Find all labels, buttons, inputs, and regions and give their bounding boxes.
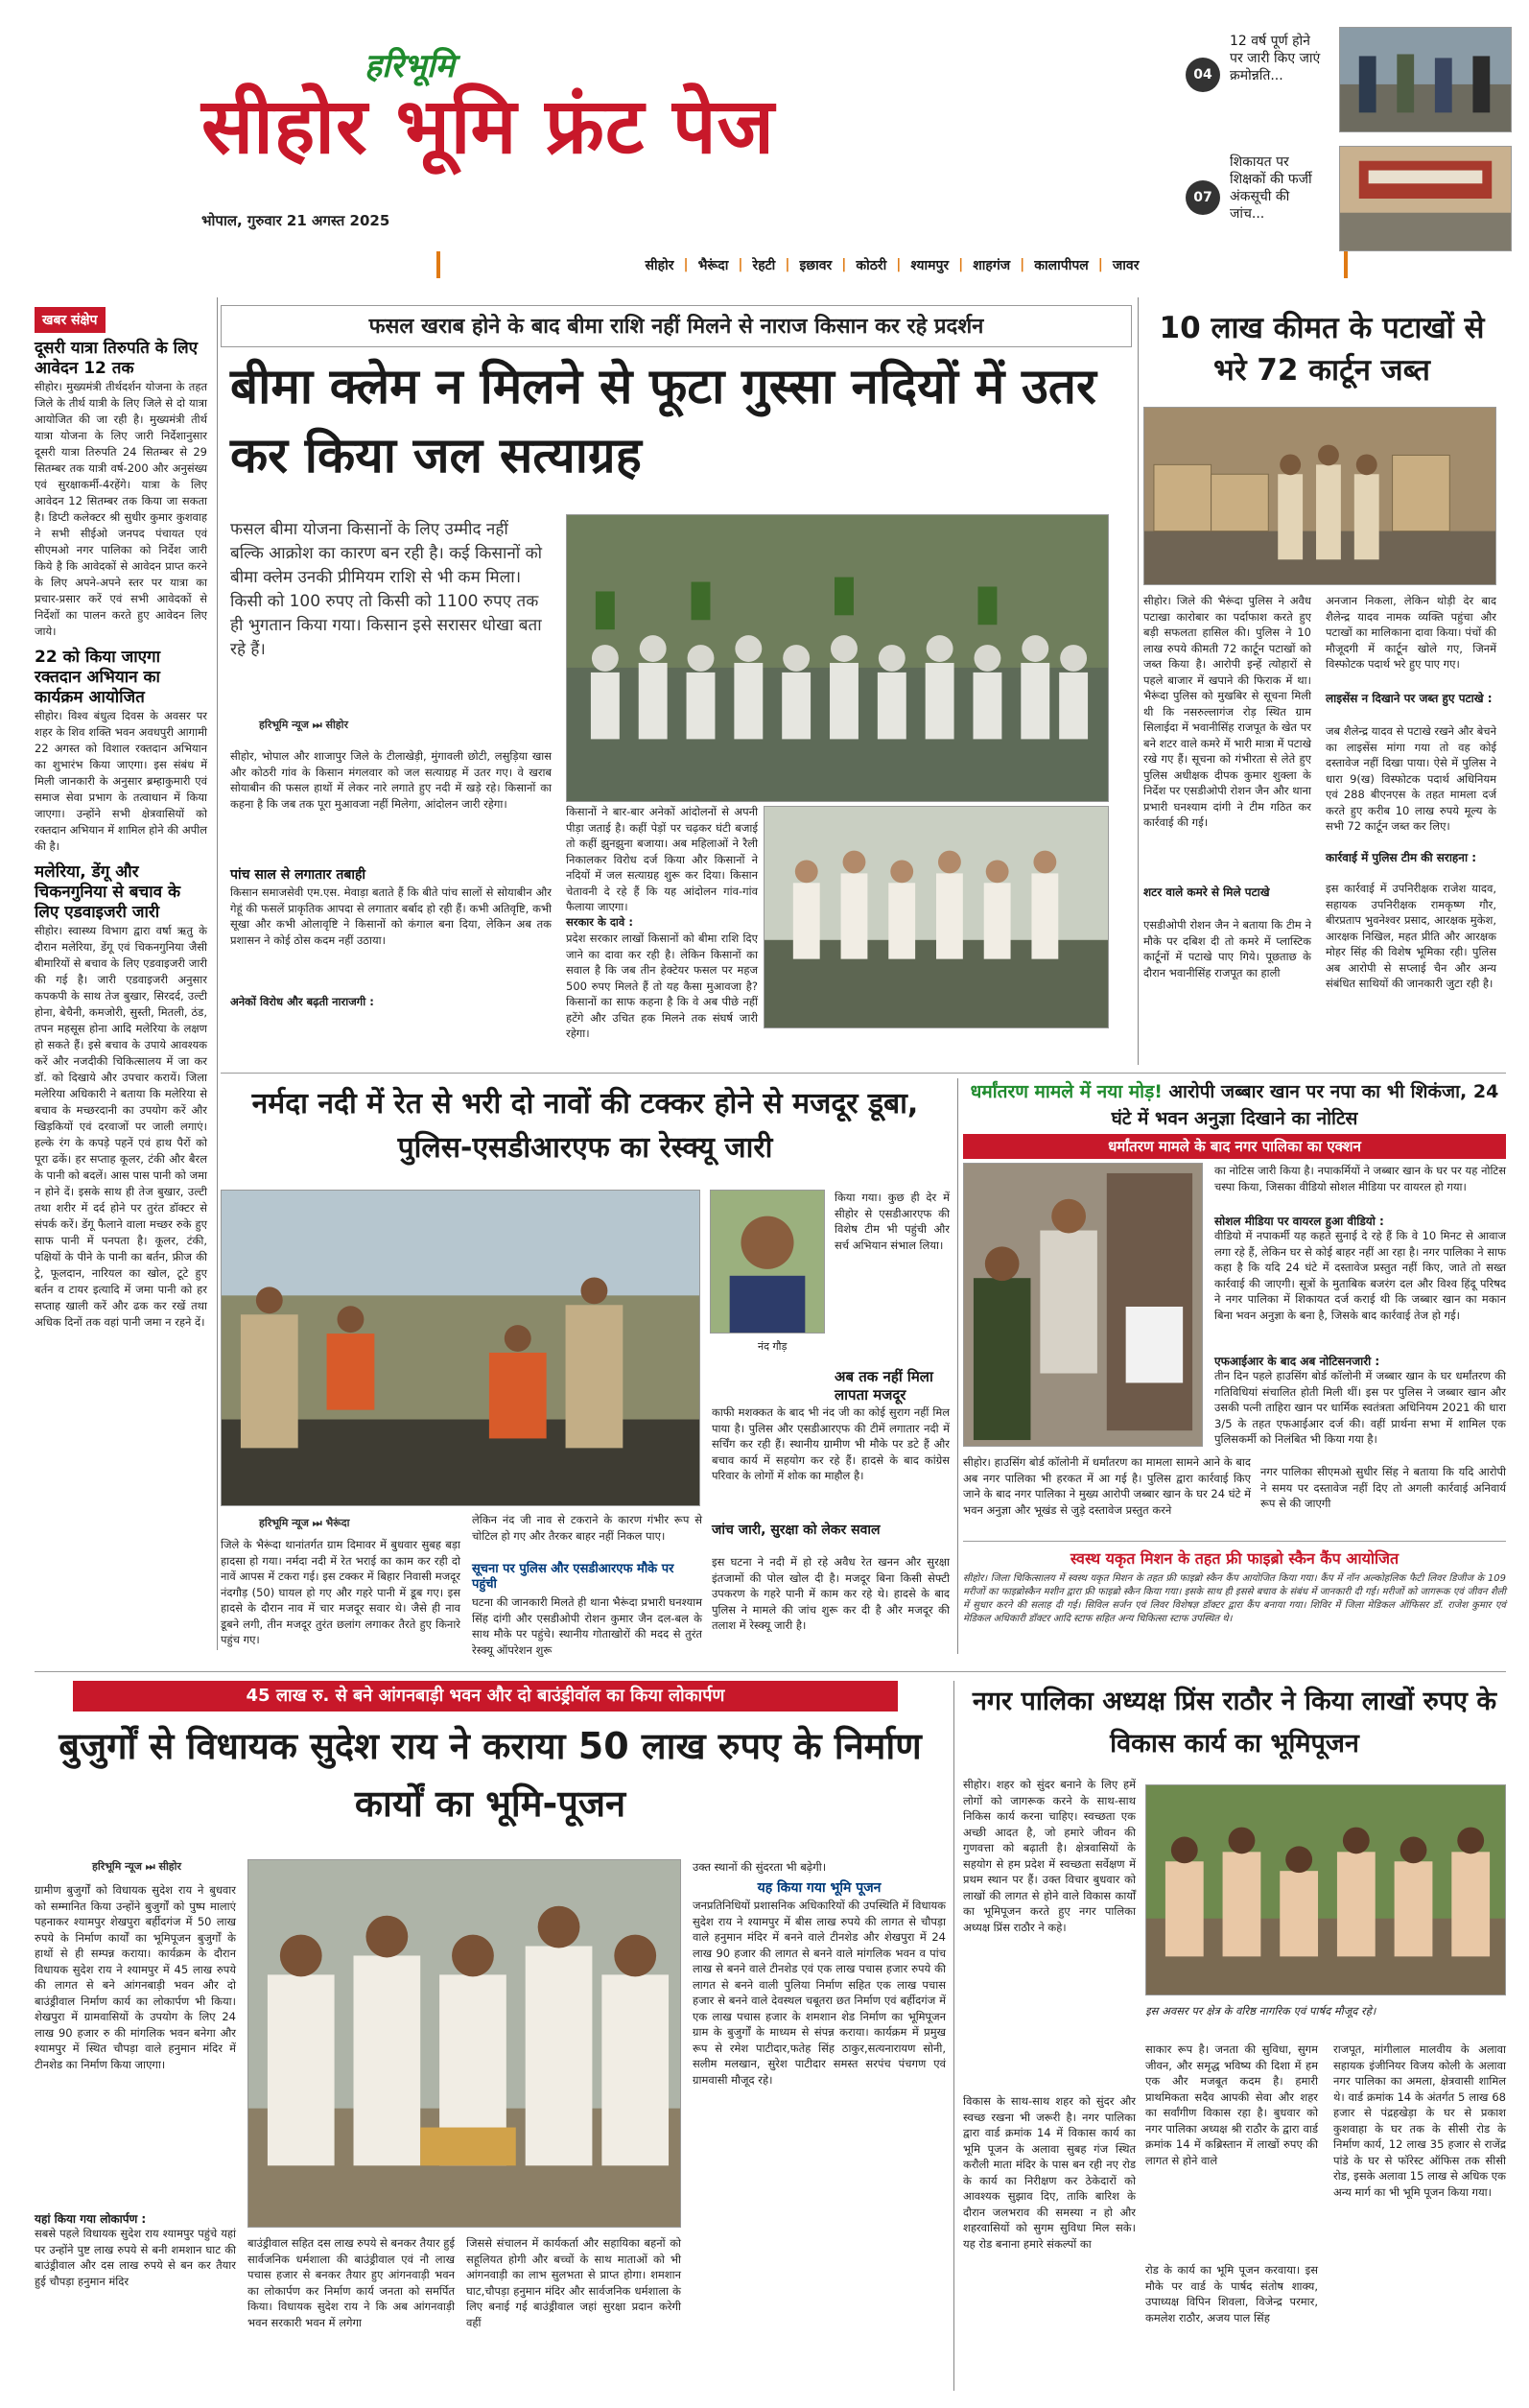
dateline: भोपाल, गुरुवार 21 अगस्त 2025 [201, 212, 390, 229]
conversion-body: तीन दिन पहले हाउसिंग बोर्ड कॉलोनी में जब्बार खान के घर धर्मांतरण की गतिविधियां संचालित होती मिली थीं। इस पर पुलिस ने जब्बार खान और उसकी पत्नी ताहिरा खान पर धार्मिक स्वतंत्रता अधिनियम 2021 की धारा 3/5 के तहत एफआईआर दर्ज की। वहीं प्रार्थना सभा में शामिल एक पुलिसकर्मी को निलंबित भी किया गया है। [1214, 1369, 1506, 1446]
teaser-photo [1339, 146, 1512, 251]
lead-photo-2 [764, 806, 1109, 1028]
anganwadi-story [35, 1681, 946, 2391]
teaser[interactable] [1186, 27, 1512, 137]
lead-subhead: सरकार के दावे : [566, 915, 633, 929]
boat-story [221, 1082, 950, 1658]
anganwadi-body: ग्रामीण बुजुर्गों को विधायक सुदेश राय ने बुधवार को सम्मानित किया उन्होंने बुजुर्गों को पुष्प मालाएं पहनाकर श्यामपुर शेखपुरा बर्हीदगंज में 50 लाख रुपये के निर्माण कार्यों का भूमिपूजन बुजुर्गों के हाथों से ही सम्पन्न कराया। कार्यक्रम के दौरान विधायक सुदेश राय ने श्यामपुर में 45 लाख रुपये की लागत से बने आंगनबाड़ी भवन और दो बाउंड्रीवाल निर्माण कार्य का लोकार्पण भी किया। शेखपुरा में ग्रामवासियों के उपयोग के लिए 24 लाख 90 हजार रु की मांगलिक भवन बनेगा और श्यामपुर में स्थित चौपड़ा वाले हनुमान मंदिर में टीनशेड का निर्माण किया जाएगा। [35, 1883, 236, 2071]
nav-item[interactable]: श्यामपुर [910, 257, 950, 273]
boat-body: लेकिन नंद जी नाव से टकराने के कारण गंभीर रूप से चोटिल हो गए और तैरकर बाहर नहीं निकल पाए। [472, 1513, 702, 1543]
masthead [0, 0, 1529, 273]
nagar-body: इस अवसर पर क्षेत्र के वरिष्ठ नागरिक एवं पार्षद मौजूद रहे। [1145, 2004, 1376, 2018]
conversion-body: सीहोर। हाउसिंग बोर्ड कॉलोनी में धर्मांतरण का मामला सामने आने के बाद अब नगर पालिका भी हरकत में आ गई है। पुलिस द्वारा कार्रवाई किए जाने के बाद नगर पालिका ने मुख्य आरोपी जब्बार खान के घर 24 घंटे में भवन अनुज्ञा और भूखंड से जुड़े दस्तावेज प्रस्तुत करने [963, 1455, 1251, 1517]
crackers-subhead: लाइसेंस न दिखाने पर जब्त हुए पटाखे : [1326, 692, 1493, 705]
lead-body: किसानों ने बार-बार अनेकों आंदोलनों से अपनी पीड़ा जताई है। कहीं पेड़ों पर चढ़कर घंटी बजाई तो कहीं झुनझुना बजाया। अब महिलाओं ने रैली निकालकर विरोध दर्ज किया और किसानों ने नदियों में जल सत्याग्रह शुरू कर दिया। किसान चेतावनी दे रहे हैं कि यह आंदोलन गांव-गांव फैलाया जाएगा। [566, 805, 758, 913]
boat-body: घटना की जानकारी मिलते ही थाना भैरूंदा प्रभारी घनश्याम सिंह दांगी और एसडीओपी रोशन कुमार जैन दल-बल के साथ मौके पर पहुंचे। स्थानीय गोताखोरों की मदद से तुरंत रेस्क्यू ऑपरेशन शुरू [472, 1595, 702, 1657]
crackers-body: इस कार्रवाई में उपनिरीक्षक राजेश यादव, सहायक उपनिरीक्षक रामकृष्ण गौर, बीरप्रताप भुवनेश्वर प्रसाद, आरक्षक मुकेश, आरक्षक निखिल, महत प्रीति और आरक्षक मोहर सिंह की विशेष भूमिका रही। पुलिस अब आरोपी से सप्लाई चैन और अन्य संबंधित साथियों की जानकारी जुटा रही है। [1326, 882, 1496, 990]
teaser-photo [1339, 27, 1512, 132]
anganwadi-body: उक्त स्थानों की सुंदरता भी बढ़ेगी। [693, 1860, 827, 1874]
brief-title: दूसरी यात्रा तिरुपति के लिए आवेदन 12 तक [35, 339, 198, 378]
nav-item[interactable]: भैरूंदा [697, 257, 729, 273]
conversion-story [963, 1078, 1506, 1673]
crackers-body: एसडीओपी रोशन जैन ने बताया कि टीम ने मौके पर दबिश दी तो कमरे में प्लास्टिक कार्टूनों में पटाखे पाए गिये। पूछताछ के दौरान भवानीसिंह राजपूत का हाली [1143, 918, 1311, 980]
nagar-body: सीहोर। शहर को सुंदर बनाने के लिए हमें लोगों को जागरूक करने के साथ-साथ निकिस कार्य करना चाहिए। स्वच्छता एक अच्छी आदत है, जो हमारे जीवन की गुणवत्ता को बढ़ाती है। क्षेत्रवासियों के सहयोग से हम प्रदेश में स्वच्छता सर्वेक्षण में प्रथम स्थान पर हैं। उक्त विचार बुधवार को लाखों की लागत से होने वाले विकास कार्यों का भूमिपूजन करते हुए नगर पालिका अध्यक्ष प्रिंस राठौर ने कहे। [963, 1778, 1136, 1934]
boat-byline: हरिभूमि न्यूज ⏭ भैरूंदा [259, 1517, 350, 1529]
teaser-number: 07 [1186, 180, 1220, 215]
nagar-body: राजपूत, मांगीलाल मालवीय के अलावा सहायक इंजीनियर विजय कोली के अलावा नगर पालिका का अमला, क्षेत्रवासी शामिल थे। वार्ड क्रमांक 14 के अंतर्गत 5 लाख 68 हजार से पंद्रहखेड़ा के घर से प्रकाश कुशवाहा के घर तक के सीसी रोड के निर्माण कार्य, 12 लाख 35 हजार से राजेंद्र पांडे के घर से फॉरेस्ट ऑफिस तक सीसी रोड, इसके अलावा 15 लाख से अधिक एक अन्य मार्ग का भी भूमि पूजन किया गया। [1333, 2042, 1506, 2199]
rule [35, 1671, 1506, 1672]
crackers-subhead: कार्रवाई में पुलिस टीम की सराहना : [1326, 851, 1477, 864]
lead-photo [566, 514, 1109, 802]
lead-headline: बीमा क्लेम न मिलने से फूटा गुस्सा नदियों में उतर कर किया जल सत्याग्रह [230, 359, 1096, 484]
anganwadi-body: बाउंड्रीवाल सहित दस लाख रुपये से बनकर तैयार हुई सार्वजनिक धर्मशाला की बाउंड्रीवाल एवं नौ लाख पचास हजार से बनकर तैयार हुए आंगनवाड़ी भवन का लोकार्पण कर निर्माण कार्य जनता को समर्पित किया। विधायक सुदेश राय ने कि अब आंगनवाड़ी भवन सरकारी भवन में लगेगा [247, 2236, 455, 2329]
divider [957, 1078, 958, 1654]
conversion-subhead: सोशल मीडिया पर वायरल हुआ वीडियो : [1214, 1215, 1384, 1228]
boat-photo [221, 1190, 700, 1506]
boat-body: जिले के भैरूंदा थानांतर्गत ग्राम दिमावर में बुधवार सुबह बड़ा हादसा हो गया। नर्मदा नदी में रेत भराई का काम कर रही दो नावें आपस में टकरा गई। इस टक्कर में बिहार निवासी मजदूर नंदगौड़ (50) घायल हो गए और गहरे पानी में डूब गए। इस हादसे के दौरान नाव में चार मजदूर सवार थे। जैसे ही नाव डूबने लगी, तीन मजदूर तुरंत छलांग लगाकर तैरते हुए किनारे पहुंच गए। [221, 1538, 460, 1646]
conversion-body: नगर पालिका सीएमओ सुधीर सिंह ने बताया कि यदि आरोपी ने समय पर दस्तावेज नहीं दिए तो अगली कार्रवाई अनिवार्य रूप से की जाएगी [1260, 1465, 1506, 1510]
nagar-body: विकास के साथ-साथ शहर को सुंदर और स्वच्छ रखना भी जरूरी है। नगर पालिका द्वारा वार्ड क्रमांक 14 में विकास कार्य का भूमि पूजन के अलावा सुबह गंज स्थित करौली माता मंदिर के पास बन रही नए रोड के कार्य का निरीक्षण कर ठेकेदारों को आवश्यक सुझाव दिए, ताकि बारिश के दौरान जलभराव की समस्या न हो और शहरवासियों को सुगम सुविधा मिल सके। यह रोड बनाना हमारे संकल्पों का [963, 2094, 1136, 2251]
lead-subhead: पांच साल से लगातार तबाही [230, 867, 366, 883]
lead-story [221, 305, 1132, 1073]
lead-body: सीहोर, भोपाल और शाजापुर जिले के टीलाखेड़ी, मुंगावली छोटी, लसुड़िया खास और कोठरी गांव के किसान मंगलवार को जल सत्याग्रह में उतर गए। वे खराब सोयाबीन की फसल हाथों में लेकर नारे लगाते हुए नदी में खड़े रहे। किसानों का कहना है कि जब तक पूरा मुआवजा नहीं मिलेगा, आंदोलन जारी रहेगा। [230, 749, 552, 811]
page-title: सीहोर भूमि फ्रंट पेज [201, 82, 775, 171]
conversion-headline-lead: धर्मांतरण मामले में नया मोड़! [970, 1081, 1163, 1102]
anganwadi-byline: हरिभूमि न्यूज ⏭ सीहोर [92, 1860, 181, 1873]
nav-item[interactable]: कोठरी [856, 257, 887, 273]
crackers-subhead: शटर वाले कमरे से मिले पटाखे [1143, 885, 1270, 899]
boat-portrait [710, 1190, 825, 1334]
anganwadi-subhead: यह किया गया भूमि पूजन [757, 1880, 882, 1896]
divider [1138, 297, 1139, 1065]
brief-title: 22 को किया जाएगा रक्तदान अभियान का कार्यक्रम आयोजित [35, 648, 160, 707]
nav-item[interactable]: इछावर [799, 257, 833, 273]
nagar-headline: नगर पालिका अध्यक्ष प्रिंस राठौर ने किया लाखों रुपए के विकास कार्य का भूमिपूजन [972, 1687, 1497, 1759]
boat-body: किया गया। कुछ ही देर में सीहोर से एसडीआरएफ की विशेष टीम भी पहुंची और सर्च अभियान संभाल लिया। [835, 1191, 950, 1252]
nagar-body: साकार रूप है। जनता की सुविधा, सुगम जीवन, और समृद्ध भविष्य की दिशा में हम एक और मजबूत कदम है। हमारी प्राथमिकता सदैव आपकी सेवा और शहर का सर्वांगीण विकास रहा है। बुधवार को नगर पालिका अध्यक्ष श्री राठौर के द्वारा वार्ड क्रमांक 14 में कब्रिस्तान में लाखों रुपए की लागत से होने वाले [1145, 2042, 1318, 2167]
divider [217, 297, 218, 1650]
rule [221, 1073, 1506, 1074]
nagar-photo [1145, 1784, 1506, 1995]
brief-body: सीहोर। स्वास्थ्य विभाग द्वारा वर्षा ऋतु के दौरान मलेरिया, डेंगू एवं चिकनगुनिया जैसी बीमारियों से बचाव के लिए एडवाइजरी जारी की गई है। जारी एडवाइजरी अनुसार कपकपी के साथ तेज बुखार, सिरदर्द, उल्टी होना, बेचैनी, कमजोरी, सुस्ती, मितली, ठंड, तपन महसूस होना आदि मलेरिया के लक्षण हो सकते हैं। इसे बचाव के उपाये आवश्यक करें और नजदीकी चिकित्सालय में जा कर डॉ. को दिखाये और उपचार करायें। जिला मलेरिया अधिकारी ने बताया कि मलेरिया से बचाव के मच्छरदानी का उपयोग करें और खिड़कियों एवं दरवाजों पर जाली लगाएं। हल्के रंग के कपड़े पहनें एवं हाथ पैरों को पूरा ढकें। हर सप्ताह कूलर, टंकी और बैरल के पानी को बदलें। आस पास पानी को जमा न होने दें। इसके साथ ही तेज बुखार, उल्टी तथा शरीर में दर्द होने पर तुरंत डॉक्टर से संपर्क करें। डेंगू फैलाने वाला मच्छर रुके हुए साफ पानी में पनपता है। कूलर, टंकी, पक्षियों के पीने के पानी का बर्तन, फ्रीज की ट्रे, फूलदान, नारियल का खोल, टूटे हुए बर्तन व टायर इत्यादि में जमा पानी को हर सप्ताह खाली करें और ढक कर रखें तथा अधिक दिनों तक वहां पानी जमा न रहने दें। [35, 924, 207, 1329]
conversion-body: वीडियो में नपाकर्मी यह कहते सुनाई दे रहे हैं कि वे 10 मिनट से आवाज लगा रहे हैं, लेकिन घर से कोई बाहर नहीं आ रहा है। नगर पालिका ने साफ कहा है कि यदि 24 घंटे में दस्तावेज प्रस्तुत नहीं किए, जाते तो सख्त कार्रवाई की जाएगी। सूत्रों के मुताबिक बजरंग दल और विश्व हिंदू परिषद ने नगर पालिका में शिकायत दर्ज कराई थी कि जब्बार खान का मकान बिना भवन अनुज्ञा के बना है, जिसके बाद कार्रवाई तेज हो गई। [1214, 1229, 1506, 1322]
anganwadi-body: जनप्रतिनिधियों प्रशासनिक अधिकारियों की उपस्थिति में विधायक सुदेश राय ने श्यामपुर में बीस लाख रुपये की लागत से चौपड़ा वाले हनुमान मंदिर में बनने वाले टीनशेड और शेखपुरा में 24 लाख 90 हजार की लागत से बनने वाले मांगलिक भवन व पांच लाख से बनने वाले टीनशेड एवं एक लाख पचास हजार रुपये की लागत से बनने वाली पुलिया निर्माण सहित एक लाख पचास हजार से बनने वाले देवस्थल चबूतरा छत निर्माण एवं बर्हीदगंज में एक लाख पचास हजार के शमशान शेड निर्माण का भूमिपूजन ग्राम के बुजुर्गों के माध्यम से संपन्न कराया। कार्यक्रम में प्रमुख रूप से रमेश पाटीदार,फतेह सिंह ठाकुर,सत्यनारायण सोनी, सलीम मलखान, सुरेश पाटीदार समस्त सरपंच पंचगण एवं ग्रामवासी मौजूद रहे। [693, 1899, 946, 2087]
crackers-headline: 10 लाख कीमत के पटाखों से भरे 72 कार्टून जब्त [1159, 311, 1485, 388]
anganwadi-kicker: 45 लाख रु. से बने आंगनबाड़ी भवन और दो बाउंड्रीवॉल का किया लोकार्पण [73, 1681, 898, 1712]
liver-box [963, 1541, 1506, 1656]
logo: हरिभूमि [365, 47, 455, 85]
anganwadi-photo [247, 1859, 681, 2228]
conversion-headline-rest: आरोपी जब्बार खान पर नपा का भी शिकंजा, 24 घंटे में भवन अनुज्ञा दिखाने का नोटिस [1111, 1081, 1499, 1129]
lead-body: किसान समाजसेवी एम.एस. मेवाड़ा बताते हैं कि बीते पांच सालों से सोयाबीन और गेहूं की फसलें प्राकृतिक आपदा से लगातार बर्बाद हो रही हैं। कभी अतिवृष्टि, कभी सूखा और कभी ओलावृष्टि ने किसानों को कंगाल बना दिया, लेकिन अब तक प्रशासन ने कोई ठोस कदम नहीं उठाया। [230, 885, 552, 947]
liver-body: सीहोर। जिला चिकित्सालय में स्वस्थ यकृत मिशन के तहत फ्री फाइब्रो स्कैन कैंप आयोजित किया गया। कैंप में नॉन अल्कोहलिक फैटी लिवर डिजीज के 109 मरीजों का फाइब्रोस्कैन मशीन द्वारा फ्री फाइब्रो स्कैन किया गया। इसके साथ ही इससे बचाव के संबंध में जानकारी दी गई। मरीजों को जागरूक एवं जीवन शैली में सुधार करने की सलाह दी गई। सिविल सर्जन एवं लिवर विशेषज्ञ डॉक्टर द्वारा कैंप बनाया गया। शिविर में जिला मेडिकल ऑफिसर डॉ. राजेश कुमार एवं मेडिकल अधिकारी डॉक्टर आदि स्टाफ सहित अन्य चिकित्सा स्टाफ उपस्थित थे। [963, 1573, 1506, 1624]
teaser[interactable] [1186, 146, 1512, 256]
crackers-photo [1143, 407, 1496, 585]
crackers-body: अनजान निकला, लेकिन थोड़ी देर बाद शैलेन्द्र यादव नामक व्यक्ति पहुंचा और पटाखों का मालिकाना दावा किया। पंचों की मौजूदगी में कार्टून खोले गए, जिनमें विस्फोटक पदार्थ भरे हुए पाए गए। [1326, 594, 1496, 671]
conversion-subhead: एफआईआर के बाद अब नोटिसनजारी : [1214, 1355, 1380, 1368]
nav-item[interactable]: रेहटी [752, 257, 776, 273]
conversion-banner: धर्मांतरण मामले के बाद नगर पालिका का एक्शन [963, 1134, 1506, 1159]
teaser-text: शिकायत पर शिक्षकों की फर्जी अंकसूची की जांच... [1230, 154, 1312, 222]
section-nav: सीहोर | भैरूंदा | रेहटी | इछावर | कोठरी | श्यामपुर | शाहगंज | कालापीपल | जावर [436, 251, 1348, 278]
nav-item[interactable]: सीहोर [645, 257, 674, 273]
teaser-number: 04 [1186, 58, 1220, 92]
portrait-caption: नंद गौड़ [758, 1340, 788, 1353]
boat-headline: नर्मदा नदी में रेत से भरी दो नावों की टक्कर होने से मजदूर डूबा, पुलिस-एसडीआरएफ का रेस्क्यू जारी [251, 1087, 919, 1165]
anganwadi-body: सबसे पहले विधायक सुदेश राय श्यामपुर पहुंचे यहां पर उन्होंने पुष्ट लाख रुपये से बनी शमशान घाट की बाउंड्रीवाल और दस लाख रुपये से बन कर तैयार हुई चौपड़ा हनुमान मंदिर [35, 2227, 236, 2288]
sidebar-tag: खबर संक्षेप [35, 307, 106, 333]
boat-body: इस घटना ने नदी में हो रहे अवैध रेत खनन और सुरक्षा इंतजामों की पोल खोल दी है। मजदूर बिना किसी सेफ्टी उपकरण के गहरे पानी में काम कर रहे थे। हादसे के बाद पुलिस ने मामले की जांच शुरू कर दी है और मजदूर की तलाश में रेस्क्यू जारी है। [712, 1555, 950, 1632]
divider [953, 1681, 954, 2391]
anganwadi-headline: बुजुर्गों से विधायक सुदेश राय ने कराया 50 लाख रुपए के निर्माण कार्यों का भूमि-पूजन [59, 1725, 922, 1825]
crackers-story [1143, 307, 1500, 1055]
conversion-photo [963, 1163, 1203, 1447]
crackers-body: जब शैलेन्द्र यादव से पटाखे रखने और बेचने का लाइसेंस मांगा गया तो वह कोई दस्तावेज नहीं दिखा पाया। ऐसे में पुलिस ने धारा 9(ख) विस्फोटक पदार्थ अधिनियम एवं 288 बीएनएस के तहत मामला दर्ज करते हुए करीब 10 लाख रुपये मूल्य के सभी 72 कार्टून जब्त कर लिए। [1326, 724, 1496, 833]
boat-body: काफी मशक्कत के बाद भी नंद जी का कोई सुराग नहीं मिल पाया है। पुलिस और एसडीआरएफ की टीमें लगातार नदी में सर्चिंग कर रही हैं। स्थानीय ग्रामीण भी मौके पर डटे हैं और बचाव कार्य में सहयोग कर रहे हैं। हादसे के बाद कांग्रेस परिवार के लोगों में शोक का माहौल है। [712, 1405, 950, 1482]
boat-subhead: जांच जारी, सुरक्षा को लेकर सवाल [712, 1523, 881, 1538]
boat-subhead: अब तक नहीं मिला लापता मजदूर [835, 1368, 933, 1404]
nav-item[interactable]: जावर [1112, 257, 1140, 273]
lead-kicker: फसल खराब होने के बाद बीमा राशि नहीं मिलने से नाराज किसान कर रहे प्रदर्शन [221, 305, 1132, 347]
crackers-body: सीहोर। जिले की भैरूंदा पुलिस ने अवैध पटाखा कारोबार का पर्दाफाश करते हुए बड़ी सफलता हासिल की। पुलिस ने 10 लाख रुपये कीमती 72 कार्टून पटाखों को जब्त किया है। आरोपी इन्हें त्योहारों से पहले बाजार में खपाने की फिराक में था। भैरूंदा पुलिस को मुखबिर से सूचना मिली थी कि नसरुल्लागंज रोड़ स्थित ग्राम सिलाईदा में भवानीसिंह राजपूत के खेत पर बने शटर वाले कमरे में भारी मात्रा में पटाखे रखे गए हैं। सूचना को गंभीरता से लेते हुए पुलिस अधीक्षक दीपक कुमार शुक्ला के निर्देश पर एसडीओपी रोशन जैन और थाना प्रभारी घनश्याम दांगी ने टीम गठित कर कार्रवाई की गई। [1143, 594, 1311, 829]
lead-pull-quote: फसल बीमा योजना किसानों के लिए उम्मीद नहीं बल्कि आक्रोश का कारण बन रही है। कई किसानों को बीमा क्लेम उनकी प्रीमियम राशि से भी कम मिला। किसी को 100 रुपए तो किसी को 1100 रुपए तक ही भुगतान किया गया। किसान इसे सरासर धोखा बता रहे हैं। [230, 520, 543, 659]
liver-headline: स्वस्थ यकृत मिशन के तहत फ्री फाइब्रो स्कैन कैंप आयोजित [1070, 1549, 1400, 1568]
lead-byline: हरिभूमि न्यूज ⏭ सीहोर [259, 719, 348, 731]
teaser-text: 12 वर्ष पूर्ण होने पर जारी किए जाएं क्रमोन्नति... [1230, 34, 1321, 83]
lead-subhead: अनेकों विरोध और बढ़ती नाराजगी : [230, 995, 374, 1008]
nav-item[interactable]: शाहगंज [973, 257, 1011, 273]
nav-item[interactable]: कालापीपल [1034, 257, 1089, 273]
nagar-story [963, 1681, 1506, 2391]
anganwadi-body: जिससे संचालन में कार्यकर्ता और सहायिका बहनों को सहूलियत होगी और बच्चों के साथ माताओं को भी आंगनवाड़ी का लाभ सुलभता से प्राप्त होगा। शमशान घाट,चौपड़ा हनुमान मंदिर और सार्वजनिक धर्मशाला के लिए बनाई गई बाउंड्रीवाल जहां सुरक्षा प्रदान करेगी वहीं [466, 2236, 681, 2329]
conversion-body: का नोटिस जारी किया है। नपाकर्मियों ने जब्बार खान के घर पर यह नोटिस चस्पा किया, जिसका वीडियो सोशल मीडिया पर वायरल हो गया। [1214, 1164, 1506, 1193]
conversion-headline [963, 1078, 1506, 1132]
lead-body: प्रदेश सरकार लाखों किसानों को बीमा राशि दिए जाने का दावा कर रही है। लेकिन किसानों का सवाल है कि जब तीन हेक्टेयर फसल पर महज 500 रुपए मिलते हैं तो यह कैसा मुआवजा है? किसानों का साफ कहना है कि वे अब पीछे नहीं हटेंगे और उचित हक मिलने तक संघर्ष जारी रहेगा। [566, 932, 758, 1040]
brief-body: सीहोर। मुख्यमंत्री तीर्थदर्शन योजना के तहत जिले के तीर्थ यात्री के लिए जिले से दो यात्रा आयोजित की जा रही है। मुख्यमंत्री तीर्थ यात्रा योजना के लिए जारी निर्देशानुसार दूसरी यात्रा तिरुपति 24 सितम्बर से 29 सितम्बर तक यात्री वर्ष-200 और अनुसंख्य एवं सुरक्षाकर्मी-4रहेंगे। यात्रा के लिए आवेदन 12 सितम्बर तक किया जा सकता है। डिप्टी कलेक्टर श्री सुधीर कुमार कुशवाह ने सभी सीईओ जनपद पंचायत एवं सीएमओ नगर पालिका को निर्देश जारी किये है कि आवेदकों से आवेदन प्राप्त करने के लिए अपने-अपने स्तर पर यात्रा का प्रचार-प्रसार करें एवं सभी आवेदकों से निर्देशों का पालन करते हुए आवेदन लिए जाये। [35, 380, 207, 638]
brief-body: सीहोर। विश्व बंधुत्व दिवस के अवसर पर शहर के शिव शक्ति भवन अवधपुरी आगामी 22 अगस्त को विशाल रक्तदान अभियान का शुभारंभ किया जाएगा। इस संबंध में मिली जानकारी के अनुसार ब्रम्हाकुमारी एवं समाज सेवा प्रभाग के तत्वाधान में किया जाएगा। उन्होंने सभी क्षेत्रवासियों को रक्तदान अभियान में शामिल होने की अपील की है। [35, 709, 207, 853]
brief-title: मलेरिया, डेंगू और चिकनगुनिया से बचाव के लिए एडवाइजरी जारी [35, 862, 181, 922]
anganwadi-subhead: यहां किया गया लोकार्पण : [35, 2212, 147, 2226]
nagar-body: रोड के कार्य का भूमि पूजन करवाया। इस मौके पर वार्ड के पार्षद संतोष शाक्य, उपाध्यक्ष विपिन शिवला, विजेन्द्र परमार, कमलेश राठौर, अजय पाल सिंह [1145, 2263, 1318, 2325]
sidebar [35, 307, 207, 1650]
boat-subhead: सूचना पर पुलिस और एसडीआरएफ मौके पर पहुंची [472, 1562, 674, 1592]
